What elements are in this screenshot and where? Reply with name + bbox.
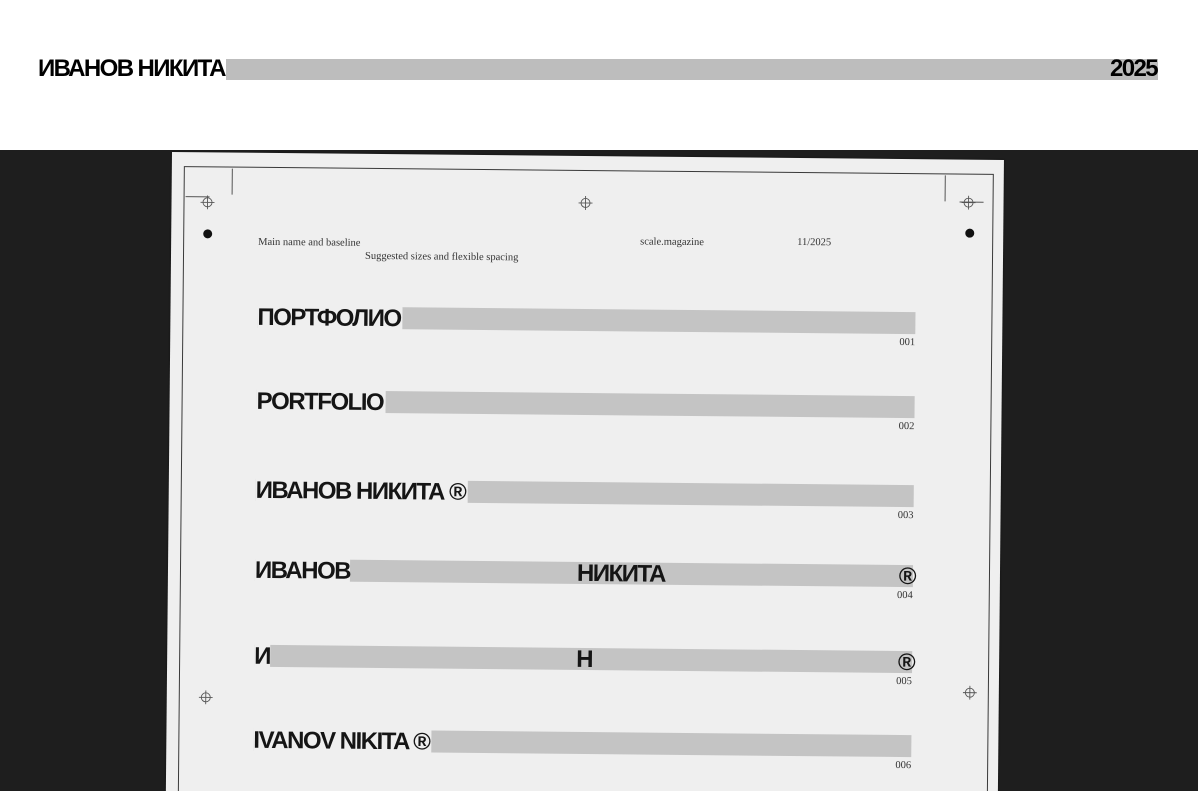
registration-mark-icon [200,195,214,209]
row-number: 001 [899,336,916,349]
type-row [255,476,914,522]
meta-date: 11/2025 [797,237,832,249]
meta-subtitle: Suggested sizes and flexible spacing [364,250,519,264]
row-number: 003 [897,509,914,522]
registration-mark-icon [199,690,213,704]
row-number: 004 [896,589,913,602]
registered-mark-icon: ® [897,648,915,677]
bullet-dot-icon [965,229,974,238]
type-row [257,303,916,349]
row-text-initial-name: Н [576,645,593,674]
registration-mark-icon [963,686,977,700]
bullet-dot-icon [203,229,212,238]
row-text: PORTFOLIO [256,387,384,417]
row-text-initial-surname: И [254,642,271,670]
row-number: 006 [895,759,912,772]
row-text: ИВАНОВ НИКИТА ® [255,476,466,506]
row-text-surname: ИВАНОВ [254,556,351,585]
registration-mark-icon [961,196,975,210]
header-year: 2025 [1110,55,1157,82]
registered-mark-icon: ® [898,562,916,591]
poster-photo [0,150,1198,791]
row-text-name: НИКИТА [576,559,666,588]
meta-publication: scale.magazine [640,236,705,249]
paper-sheet [165,152,1004,791]
row-number: 005 [896,675,913,688]
row-number: 002 [898,420,915,433]
header-name: ИВАНОВ НИКИТА [38,53,226,85]
meta-title: Main name and baseline [258,236,361,249]
row-text: IVANOV NIKITA ® [253,726,430,756]
row-text: ПОРТФОЛИО [257,303,401,333]
type-row [256,387,915,433]
type-row [253,726,912,772]
registration-mark-icon [578,196,592,210]
